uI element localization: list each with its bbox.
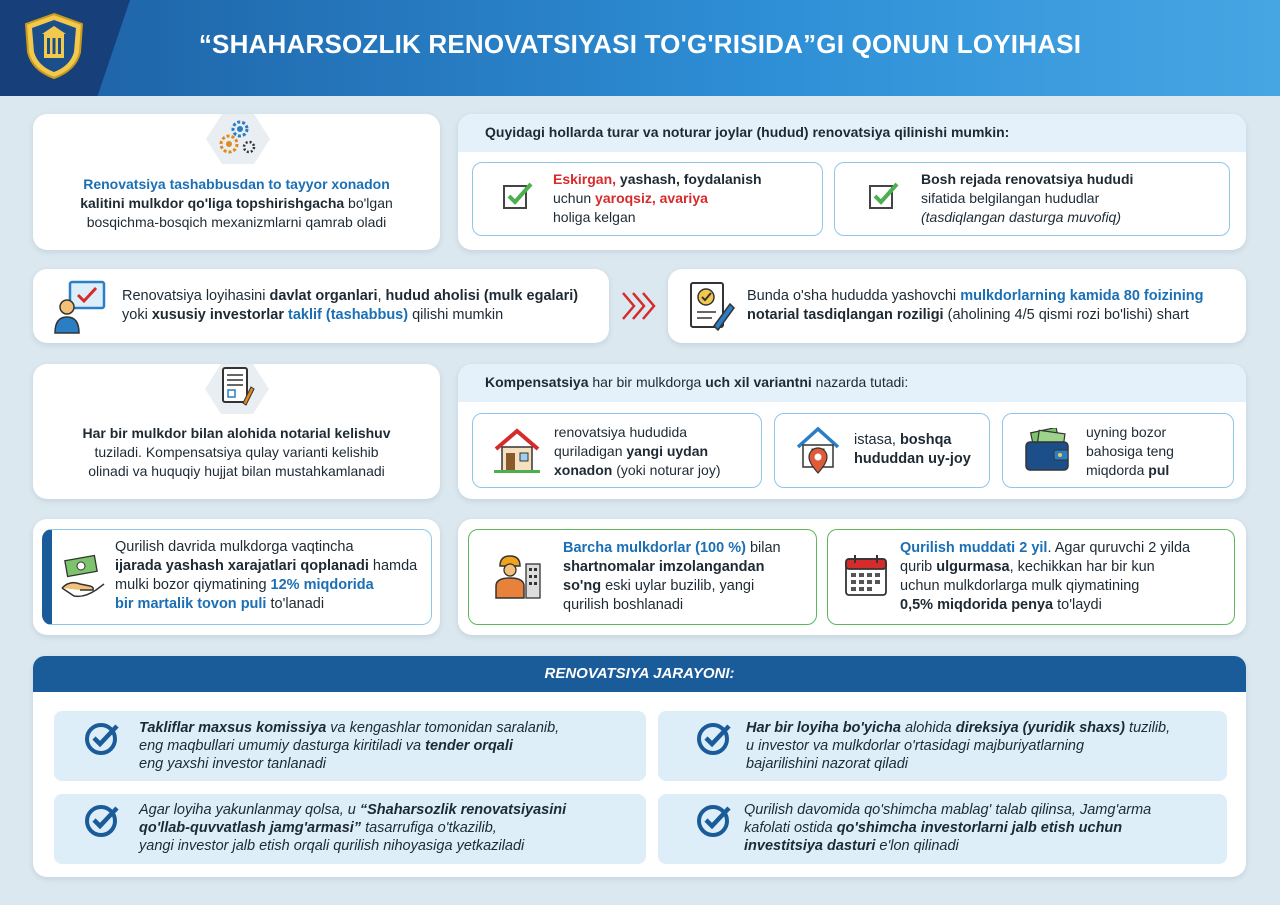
new-house-icon [492,425,542,475]
option-text-2: istasa, boshqa hududdan uy-joy [854,432,971,467]
checkbox-icon [868,180,900,210]
rent-text: Qurilish davrida mulkdorga vaqtincha ijarada yashash xarajatlari qoplanadi hamda mulki bozor qiymatining 12% miqdorida bir martalik tovon puli to'lanadi [115,539,418,612]
option-text-3: uyning bozor bahosiga teng miqdorda pul [1086,424,1174,478]
check-circle-icon [84,720,120,756]
check-circle-icon [696,802,732,838]
arrow-right-icon [620,291,660,321]
check-circle-icon [696,720,732,756]
process-item-text: Har bir loyiha bo'yicha alohida direksiya (yuridik shaxs) tuzilib, u investor va mulkdorlar o'rtasidagi majburiyatlarning bajarilishini nazorat qiladi [746,720,1171,772]
vote-icon [52,279,108,335]
initiative-text: Renovatsiya loyihasini davlat organlari, hudud aholisi (mulk egalari) yoki xususiy investorlar taklif (tashabbus) qilishi mumkin [122,288,579,323]
contracts-text: Barcha mulkdorlar (100 %) bilan shartnomalar imzolangandan so'ng eski uylar buzilib, yangi qurilish boshlanadi [563,540,781,613]
agreement-text: Har bir mulkdor bilan alohida notarial kelishuv tuziladi. Kompensatsiya qulay varianti kelishib olinadi va huquqiy hujjat bilan mustahkamlanadi [82,425,391,479]
calendar-icon [843,553,889,599]
check-circle-icon [84,802,120,838]
intro-text: Renovatsiya tashabbusdan to tayyor xonadon kalitini mulkdor qo'liga topshirishgacha bo'lgan bosqichma-bosqich mexanizmlarni qamrab oladi [80,176,393,230]
builder-icon [492,550,544,602]
process-item-text: Takliflar maxsus komissiya va kengashlar tomonidan saralanib, eng maqbullari umumiy dasturga kiritiladi va tender orqali eng yaxshi investor tanlanadi [139,720,560,772]
option-text-1: renovatsiya hududida quriladigan yangi uydan xonadon (yoki noturar joy) [554,424,721,478]
signed-document-icon [686,280,736,332]
case-text-2: Bosh rejada renovatsiya hududi sifatida belgilangan hududlar (tasdiqlangan dasturga muvofiq) [921,171,1134,225]
gears-icon [216,117,260,161]
wallet-money-icon [1022,428,1072,472]
compensation-heading: Kompensatsiya har bir mulkdorga uch xil variantni nazarda tutadi: [485,374,909,390]
process-item-text: Agar loyiha yakunlanmay qolsa, u “Shaharsozlik renovatsiyasini qo'llab-quvvatlash jamg'armasi” tasarrufiga o'tkazilib, yangi investor jalb etish orqali qurilish nihoyasiga yetkaziladi [139,802,567,854]
process-item-text: Qurilish davomida qo'shimcha mablag' talab qilinsa, Jamg'arma kafolati ostida qo'shimcha investorlarni jalb etish uchun investitsiya dasturi e'lon qilinadi [744,802,1152,854]
contract-icon [219,365,255,411]
emblem-icon [22,12,86,80]
location-house-icon [795,425,841,475]
checkbox-icon [502,180,534,210]
deadline-text: Qurilish muddati 2 yil. Agar quruvchi 2 yilda qurib ulgurmasa, kechikkan har bir kun uchun mulkdorlarga mulk qiymatining 0,5% miqdorida penya to'laydi [900,540,1191,613]
case-text-1: Eskirgan, yashash, foydalanish uchun yaroqsiz, avariya holiga kelgan [553,171,762,225]
process-heading: RENOVATSIYA JARAYONI: [33,656,1246,692]
consent-text: Bunda o'sha hududda yashovchi mulkdorlarning kamida 80 foizining notarial tasdiqlangan roziligi (aholining 4/5 qismi rozi bo'lishi) shart [747,288,1204,323]
money-hand-icon [60,554,106,600]
page-title: “SHAHARSOZLIK RENOVATSIYASI TO'G'RISIDA”GI QONUN LOYIHASI [198,29,1082,59]
cases-heading: Quyidagi hollarda turar va noturar joylar (hudud) renovatsiya qilinishi mumkin: [485,124,1010,140]
